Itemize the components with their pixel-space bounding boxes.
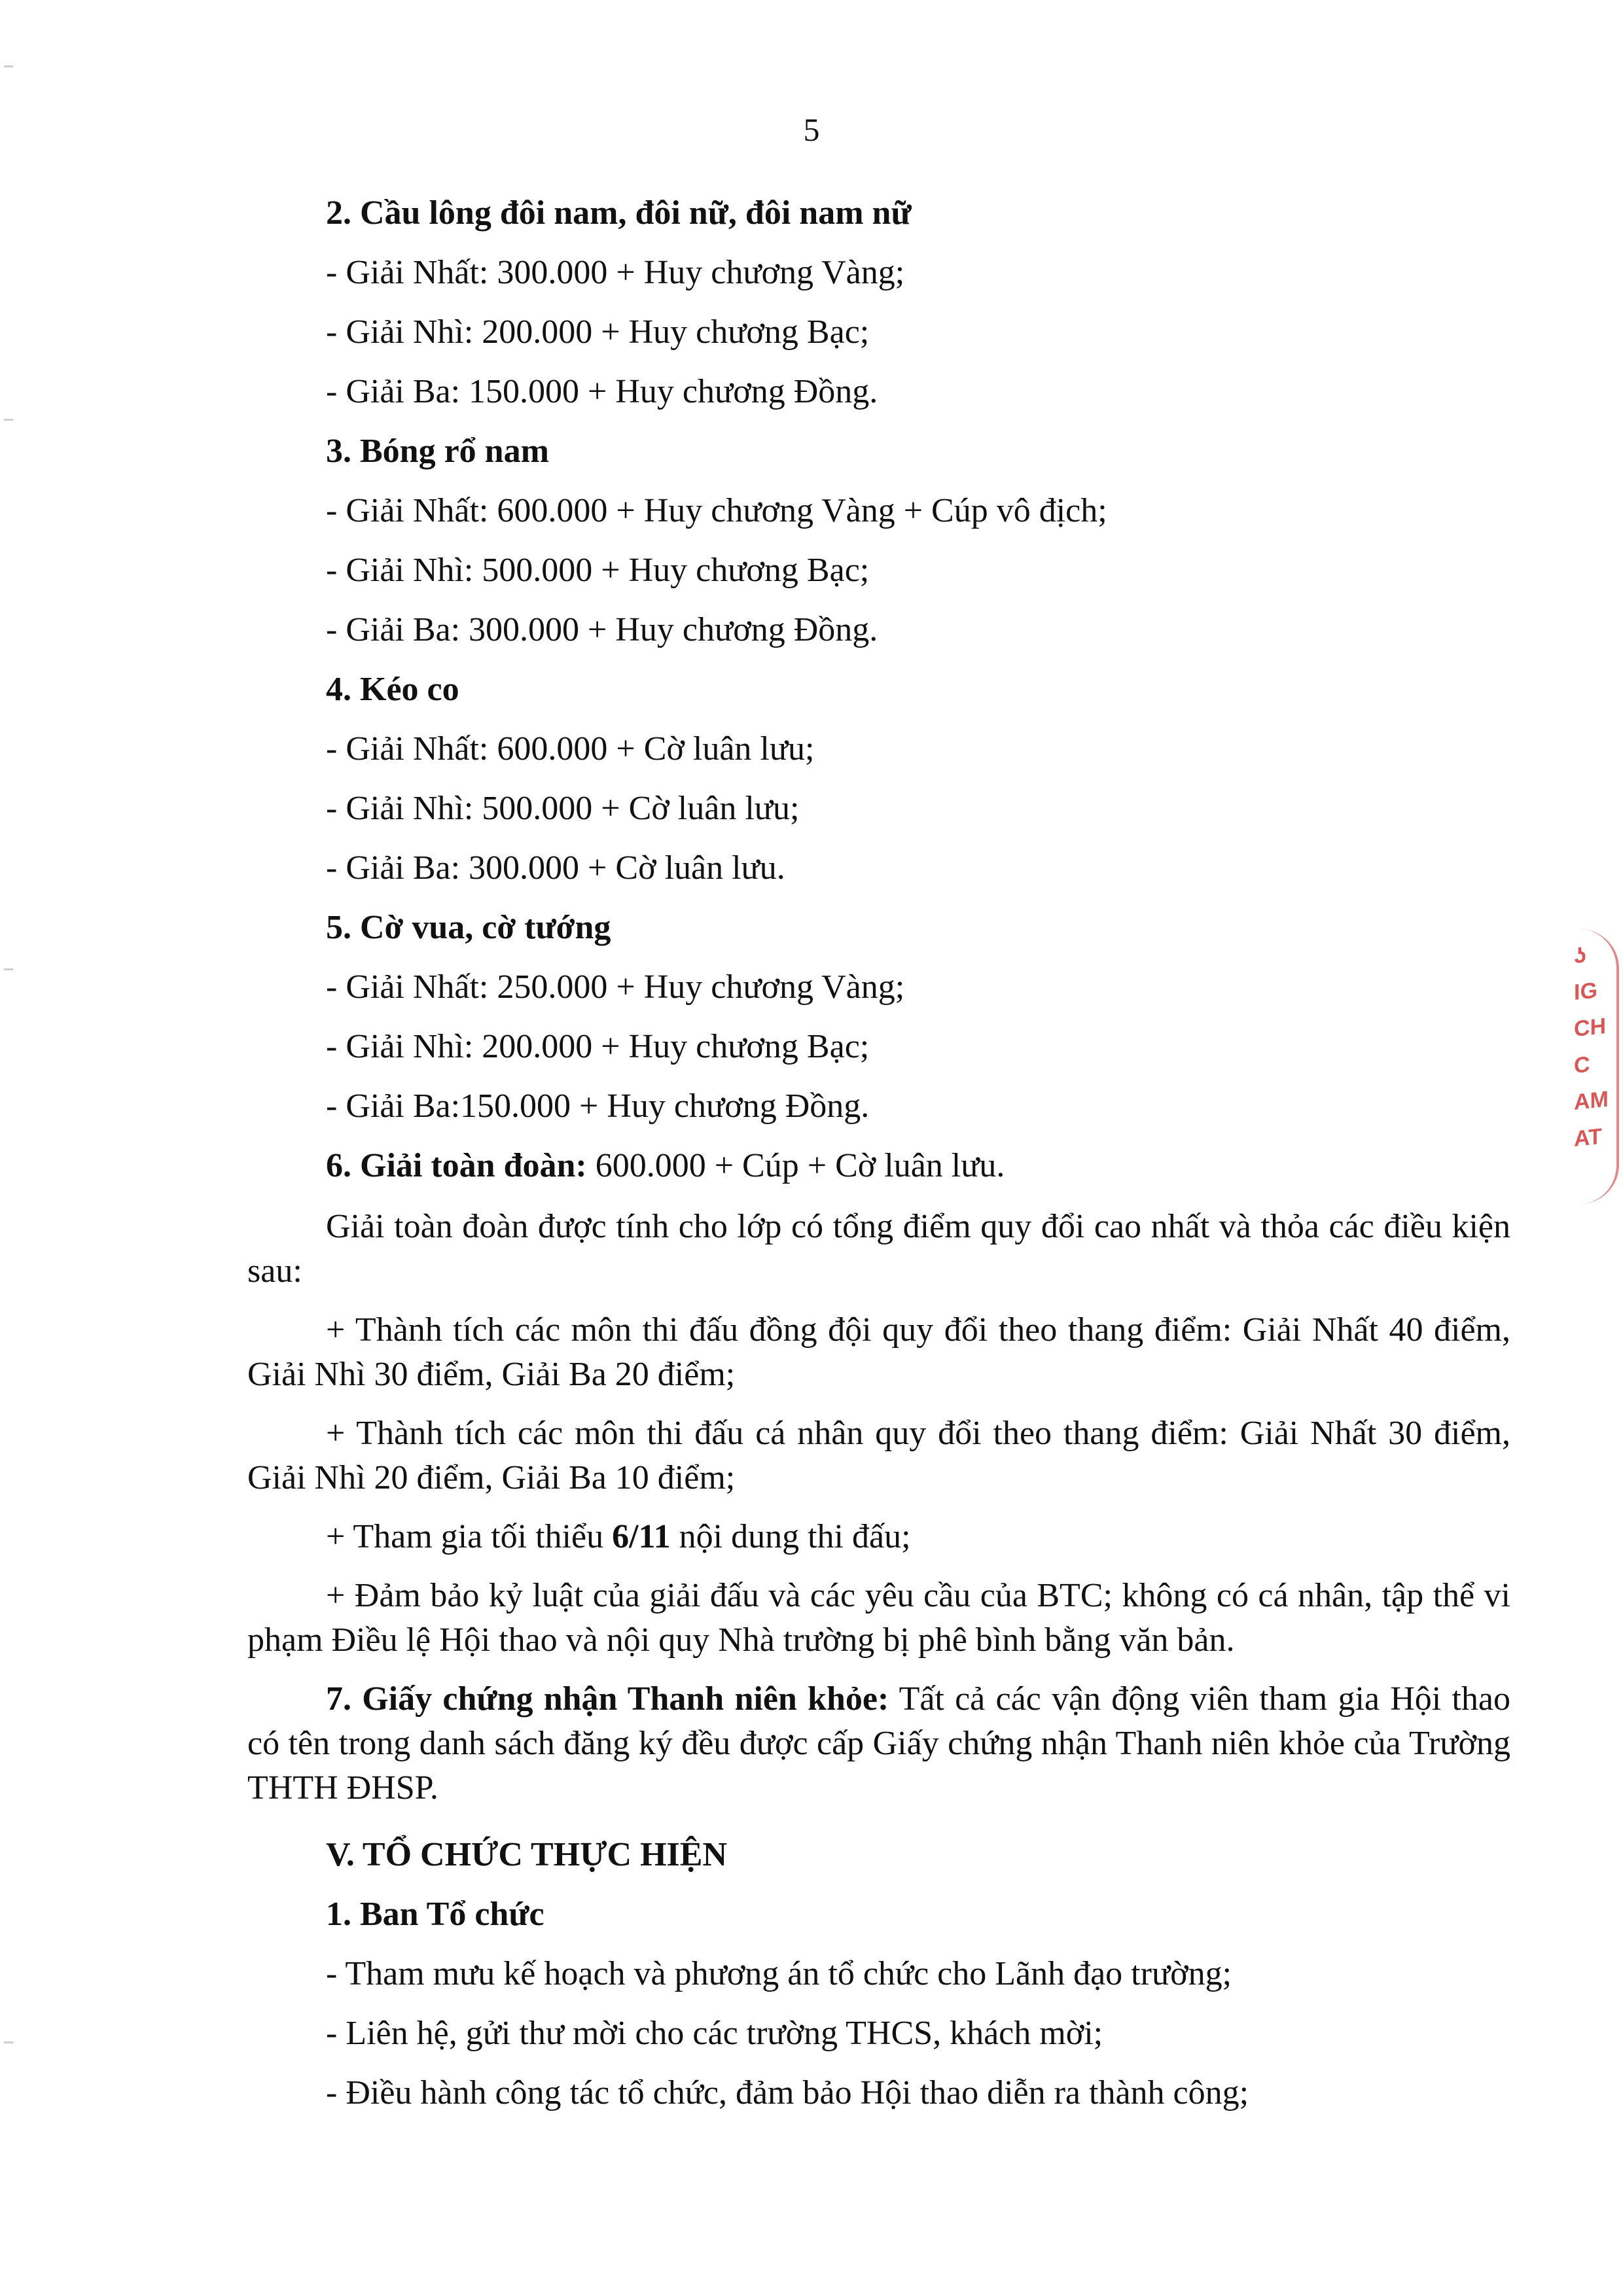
section-heading-badminton: 2. Cầu lông đôi nam, đôi nữ, đôi nam nữ: [326, 194, 912, 232]
list-item: - Giải Nhất: 600.000 + Huy chương Vàng + Cúp vô địch;: [326, 492, 1107, 529]
list-item: - Giải Nhì: 500.000 + Huy chương Bạc;: [326, 552, 870, 589]
list-item: - Liên hệ, gửi thư mời cho các trường THCS, khách mời;: [326, 2015, 1103, 2052]
stamp-fragment: IG: [1574, 978, 1597, 1006]
team-award-title: 6. Giải toàn đoàn:: [326, 1147, 587, 1184]
stamp-fragment: AT: [1574, 1123, 1602, 1152]
section-heading-tug-of-war: 4. Kéo co: [326, 671, 459, 708]
list-item: - Giải Nhất: 600.000 + Cờ luân lưu;: [326, 730, 815, 768]
list-item: - Giải Nhì: 200.000 + Huy chương Bạc;: [326, 313, 870, 351]
list-item: - Giải Nhì: 200.000 + Huy chương Bạc;: [326, 1028, 870, 1065]
scan-edge-mark: [4, 419, 13, 421]
scan-edge-mark: [4, 968, 13, 970]
scan-edge-mark: [4, 65, 13, 67]
document-body: [247, 183, 1510, 2123]
list-item: - Giải Ba:150.000 + Huy chương Đồng.: [326, 1087, 870, 1125]
certificate-paragraph: [247, 1677, 1510, 1810]
stamp-fragment: AM: [1574, 1086, 1609, 1116]
team-award-condition: [247, 1515, 1510, 1559]
condition-text: + Tham gia tối thiểu: [326, 1518, 613, 1555]
list-item: - Giải Ba: 300.000 + Cờ luân lưu.: [326, 849, 785, 887]
certificate-title: 7. Giấy chứng nhận Thanh niên khỏe:: [326, 1680, 889, 1718]
list-item: - Giải Nhì: 500.000 + Cờ luân lưu;: [326, 790, 800, 827]
condition-bold-value: 6/11: [612, 1518, 671, 1555]
list-item: - Giải Nhất: 250.000 + Huy chương Vàng;: [326, 968, 905, 1006]
team-award-condition: + Thành tích các môn thi đấu cá nhân quy đổi theo thang điểm: Giải Nhất 30 điểm, Giải Nhì 20 điểm, Giải Ba 10 điểm;: [247, 1415, 1510, 1496]
certificate-text: Tất cả các vận động viên tham gia Hội thao có tên trong danh sách đăng ký đều được cấp Giấy chứng nhận Thanh niên khỏe của Trường THTH ĐHSP.: [247, 1680, 1510, 1807]
list-item: - Giải Ba: 300.000 + Huy chương Đồng.: [326, 611, 878, 648]
list-item: - Giải Nhất: 300.000 + Huy chương Vàng;: [326, 254, 905, 291]
list-item: - Giải Ba: 150.000 + Huy chương Đồng.: [326, 373, 878, 410]
page-number: 5: [803, 111, 820, 148]
stamp-fragment: C: [1574, 1051, 1590, 1079]
list-item: - Điều hành công tác tổ chức, đảm bảo Hội thao diễn ra thành công;: [326, 2074, 1249, 2111]
section-v-subtitle: 1. Ban Tổ chức: [326, 1896, 544, 1933]
section-heading-basketball: 3. Bóng rổ nam: [326, 433, 549, 470]
section-v-title: V. TỔ CHỨC THỰC HIỆN: [326, 1836, 728, 1873]
team-award-line: [247, 1136, 1510, 1195]
team-award-intro: Giải toàn đoàn được tính cho lớp có tổng điểm quy đổi cao nhất và thỏa các điều kiện sau:: [247, 1208, 1510, 1290]
stamp-fragment: CH: [1574, 1013, 1607, 1042]
section-heading-chess: 5. Cờ vua, cờ tướng: [326, 909, 611, 946]
stamp-fragment: ʖ: [1574, 942, 1586, 969]
team-award-condition: + Đảm bảo kỷ luật của giải đấu và các yêu cầu của BTC; không có cá nhân, tập thể vi phạm Điều lệ Hội thao và nội quy Nhà trường bị phê bình bằng văn bản.: [247, 1577, 1510, 1659]
condition-text: nội dung thi đấu;: [670, 1518, 911, 1555]
team-award-text: 600.000 + Cúp + Cờ luân lưu.: [586, 1147, 1005, 1184]
team-award-condition: + Thành tích các môn thi đấu đồng đội quy đổi theo thang điểm: Giải Nhất 40 điểm, Giải Nhì 30 điểm, Giải Ba 20 điểm;: [247, 1311, 1510, 1393]
stamp-seal: [1574, 934, 1613, 1157]
scan-edge-mark: [4, 2041, 13, 2043]
list-item: - Tham mưu kế hoạch và phương án tổ chức cho Lãnh đạo trường;: [326, 1955, 1232, 1992]
